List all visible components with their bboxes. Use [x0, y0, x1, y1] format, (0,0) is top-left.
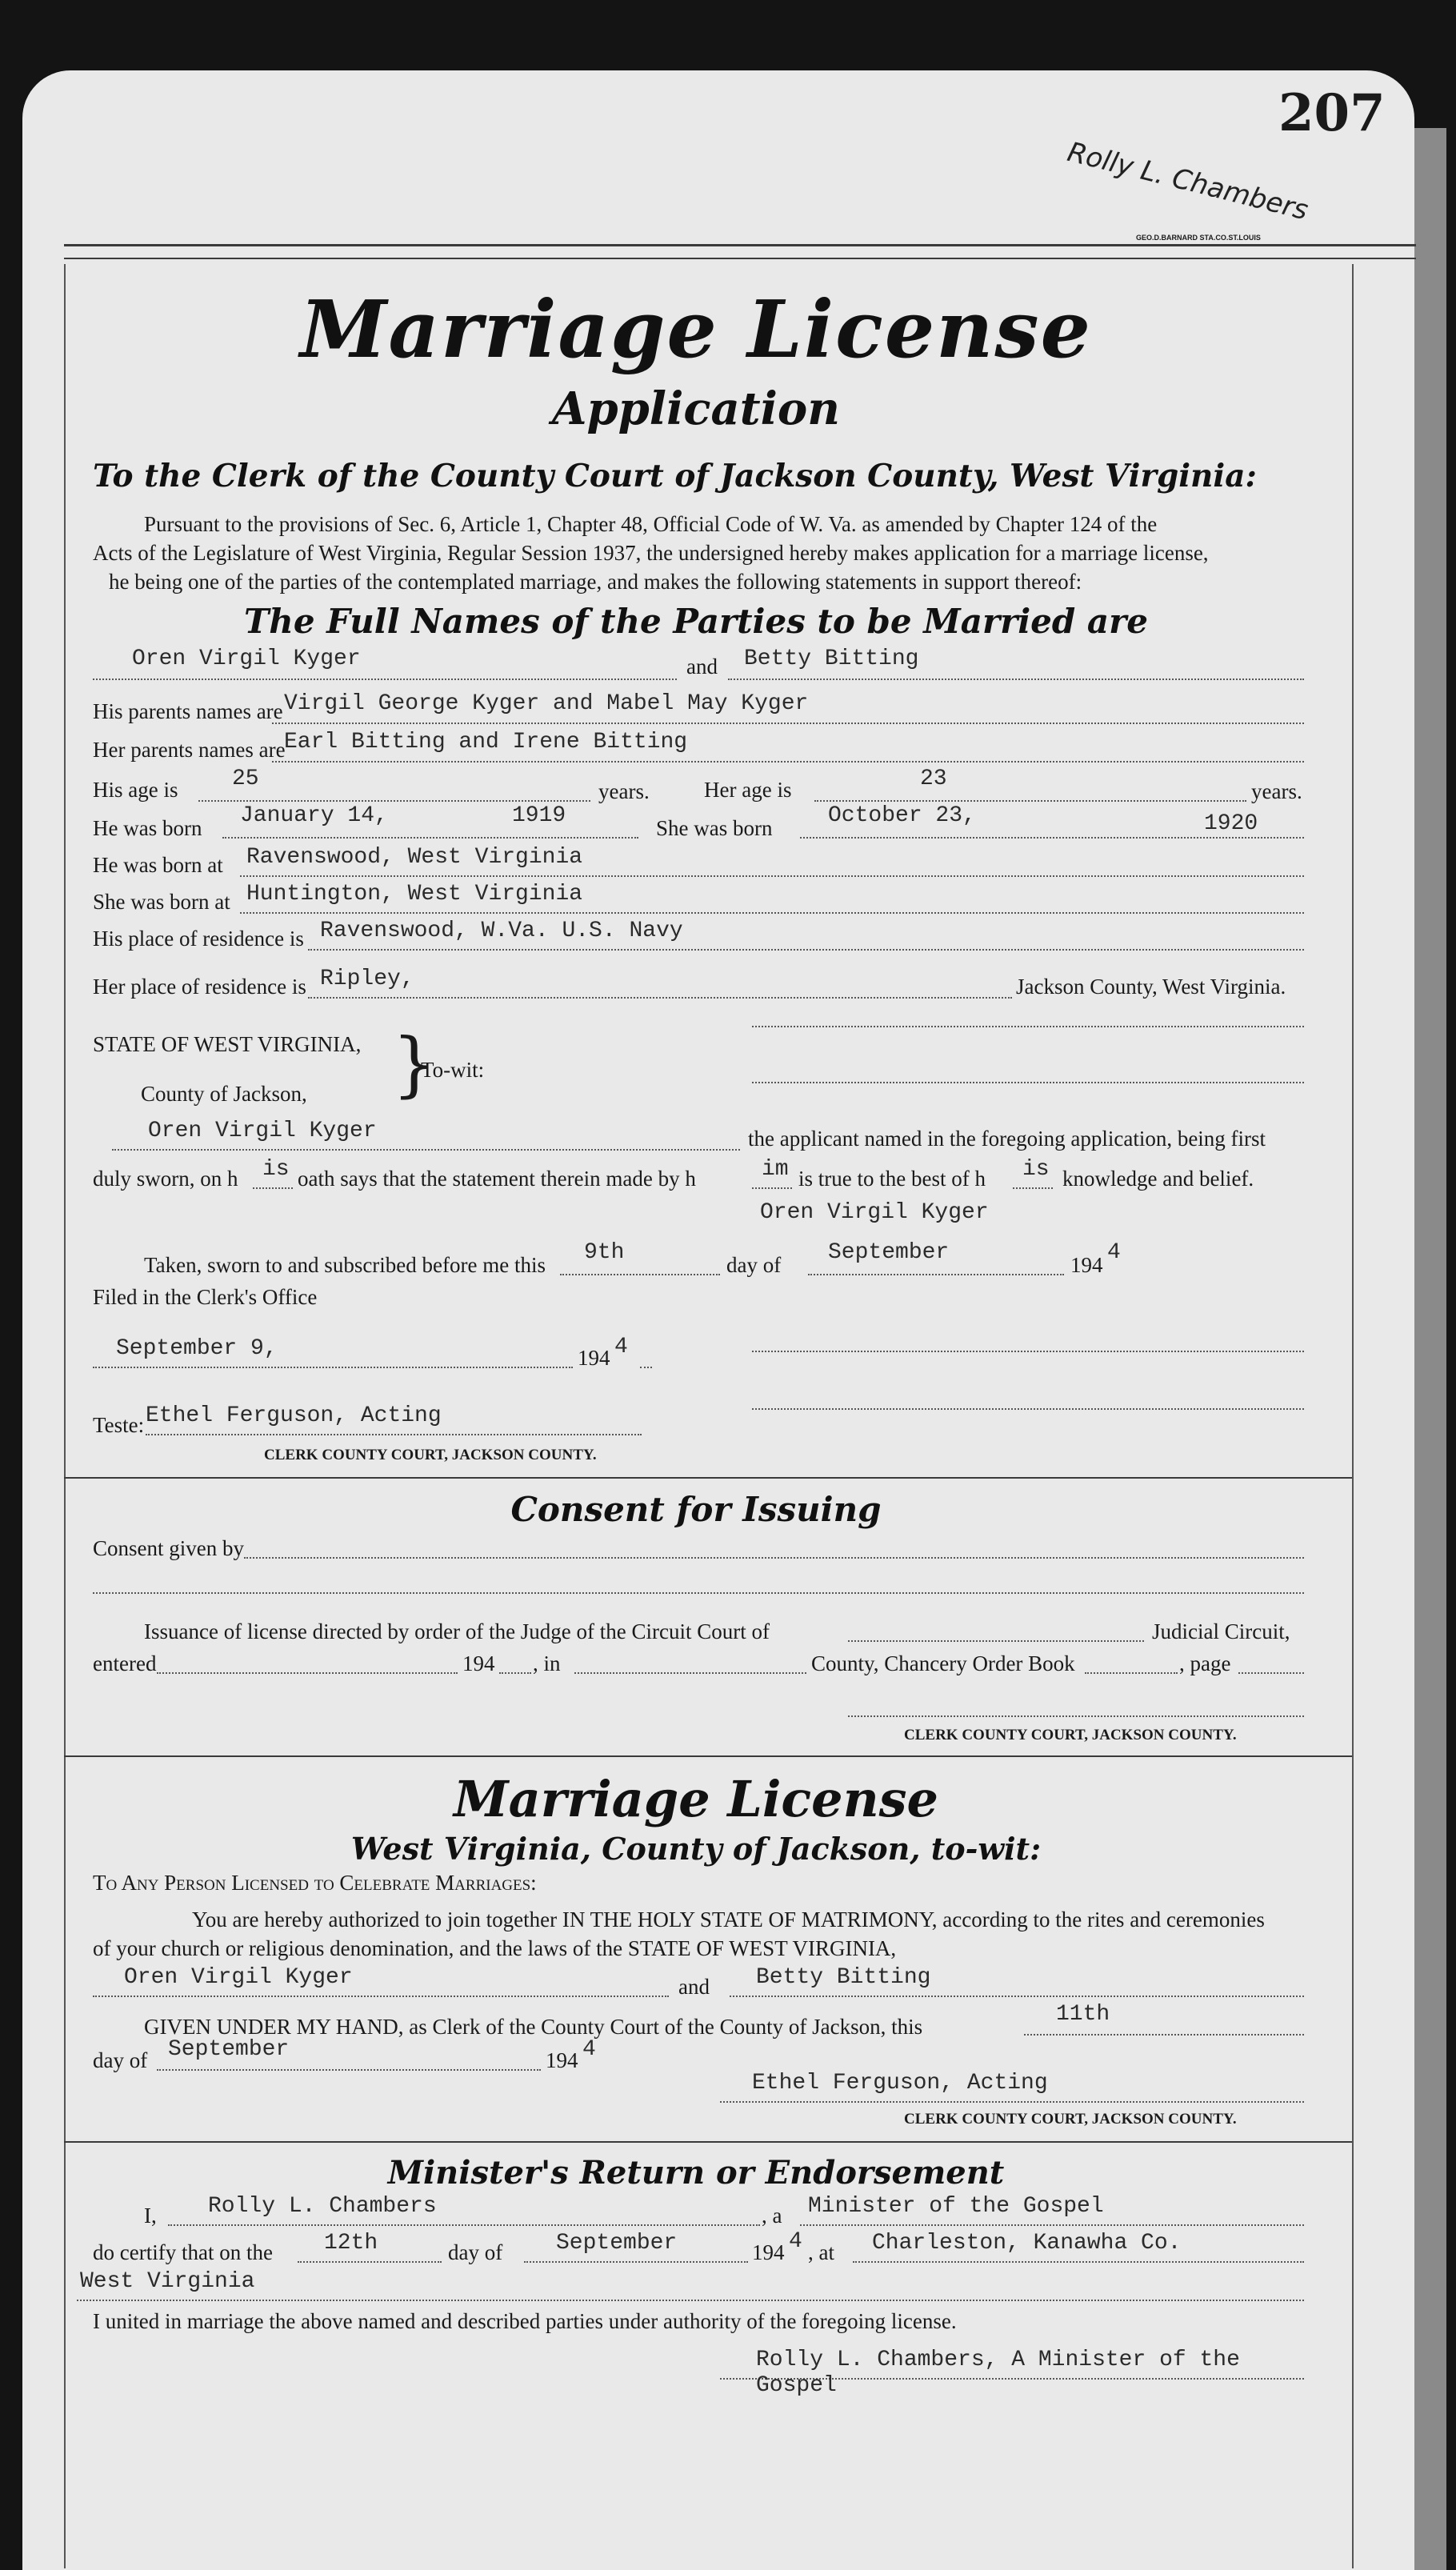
minister-united: I united in marriage the above named and described parties under authority of the foregoing license. — [93, 2309, 957, 2333]
minister-place-value: Charleston, Kanawha Co. — [872, 2231, 1182, 2256]
filed-label: Filed in the Clerk's Office — [93, 1285, 318, 1309]
filed-date-value: September 9, — [116, 1336, 278, 1361]
county-chancery-label: County, Chancery Order Book — [811, 1651, 1075, 1675]
minister-place2-value: West Virginia — [80, 2269, 255, 2294]
minister-heading: Minister's Return or Endorsement — [387, 2154, 1005, 2192]
minister-signature-2: Gospel — [756, 2373, 837, 2398]
her-age-value: 23 — [920, 767, 947, 791]
she-born-at-label: She was born at — [93, 890, 230, 914]
license-given-day: 11th — [1056, 2002, 1110, 2027]
minister-certify: do certify that on the — [93, 2240, 273, 2264]
her-parents-label: Her parents names are — [93, 738, 286, 762]
and-label: and — [686, 655, 718, 679]
parties-heading: The Full Names of the Parties to be Married are — [244, 602, 1148, 641]
his-residence-value: Ravenswood, W.Va. U.S. Navy — [320, 919, 683, 943]
oath-year-prefix: 194 — [1070, 1253, 1103, 1277]
license-clerk-caption: CLERK COUNTY COURT, JACKSON COUNTY. — [904, 2111, 1237, 2128]
his-parents-label: His parents names are — [93, 699, 283, 723]
minister-title-value: Minister of the Gospel — [808, 2194, 1104, 2219]
oath-county: County of Jackson, — [141, 1082, 307, 1106]
oath-signature: Oren Virgil Kyger — [760, 1200, 989, 1225]
oath-pronoun-3: is — [1022, 1157, 1050, 1182]
oath-taken: Taken, sworn to and subscribed before me this — [144, 1253, 546, 1277]
minister-a-label: , a — [762, 2204, 782, 2228]
license-groom-value: Oren Virgil Kyger — [124, 1965, 353, 1990]
oath-day-of: day of — [726, 1253, 782, 1277]
entered-label: entered — [93, 1651, 157, 1675]
license-day-of: day of — [93, 2048, 148, 2072]
her-age-label: Her age is — [704, 778, 792, 802]
oath-month-value: September — [828, 1240, 950, 1265]
he-born-date-value: January 14, — [240, 803, 388, 828]
license-title: Marriage License — [453, 1770, 938, 1828]
in-label: , in — [533, 1651, 561, 1675]
printer-stamp: GEO.D.BARNARD STA.CO.ST.LOUIS — [1136, 234, 1261, 242]
oath-to-wit: To-wit: — [421, 1058, 485, 1082]
groom-name-value: Oren Virgil Kyger — [132, 647, 361, 671]
minister-day-of: day of — [448, 2240, 503, 2264]
oath-is-true: is true to the best of h — [798, 1167, 986, 1191]
filed-year-prefix: 194 — [578, 1346, 610, 1370]
she-born-date-value: October 23, — [828, 803, 976, 828]
he-born-at-value: Ravenswood, West Virginia — [246, 845, 583, 870]
license-clerk-signature: Ethel Ferguson, Acting — [752, 2071, 1048, 2096]
oath-state: STATE OF WEST VIRGINIA, — [93, 1032, 362, 1056]
she-born-year-value: 1920 — [1204, 811, 1258, 836]
license-rule — [64, 1755, 1352, 1757]
oath-applicant-value: Oren Virgil Kyger — [148, 1119, 377, 1143]
his-age-label: His age is — [93, 778, 178, 802]
document-subtitle: Application — [552, 382, 840, 435]
minister-year-prefix: 194 — [752, 2240, 785, 2264]
minister-rule — [64, 2141, 1352, 2143]
addressee-line: To the Clerk of the County Court of Jackson County, West Virginia: — [93, 458, 1257, 494]
minister-month-value: September — [556, 2231, 678, 2256]
consent-clerk-caption: CLERK COUNTY COURT, JACKSON COUNTY. — [904, 1727, 1237, 1743]
issuance-label: Issuance of license directed by order of the Judge of the Circuit Court of — [144, 1619, 770, 1643]
oath-pronoun-1: is — [262, 1157, 290, 1182]
oath-duly-sworn: duly sworn, on h — [93, 1167, 238, 1191]
preamble-line-2: Acts of the Legislature of West Virginia, Regular Session 1937, the undersigned hereby makes application for a marriage license, — [93, 541, 1209, 565]
minister-i-label: I, — [144, 2204, 157, 2228]
license-subtitle: West Virginia, County of Jackson, to-wit: — [350, 1831, 1042, 1867]
county-suffix: Jackson County, West Virginia. — [1016, 975, 1286, 999]
oath-day-value: 9th — [584, 1240, 625, 1265]
teste-name-value: Ethel Ferguson, Acting — [146, 1403, 442, 1428]
license-line-2: of your church or religious denomination, and the laws of the STATE OF WEST VIRGINIA, — [93, 1936, 897, 1960]
license-bride-value: Betty Bitting — [756, 1965, 931, 1990]
teste-clerk-caption: CLERK COUNTY COURT, JACKSON COUNTY. — [264, 1447, 597, 1463]
consent-heading: Consent for Issuing — [510, 1490, 882, 1529]
page-label: , page — [1179, 1651, 1231, 1675]
minister-at-label: , at — [808, 2240, 834, 2264]
bride-name-value: Betty Bitting — [744, 647, 919, 671]
license-given: GIVEN UNDER MY HAND, as Clerk of the County Court of the County of Jackson, this — [144, 2015, 923, 2039]
she-born-at-value: Huntington, West Virginia — [246, 882, 583, 907]
preamble-line-3: he being one of the parties of the contemplated marriage, and makes the following statements in support thereof: — [109, 570, 1082, 594]
license-month-value: September — [168, 2037, 290, 2062]
minister-year-digit: 4 — [789, 2229, 802, 2254]
oath-brace: } — [392, 1023, 437, 1105]
header-rule — [64, 244, 1416, 246]
his-residence-label: His place of residence is — [93, 927, 304, 951]
document-title: Marriage License — [300, 284, 1092, 376]
minister-signature-1: Rolly L. Chambers, A Minister of the — [756, 2348, 1240, 2372]
minister-day-value: 12th — [324, 2231, 378, 2256]
license-line-1: You are hereby authorized to join together IN THE HOLY STATE OF MATRIMONY, according to the rites and ceremonies — [192, 1907, 1265, 1932]
margin-note-handwriting: Rolly L. Chambers — [1064, 136, 1312, 227]
he-born-year-value: 1919 — [512, 803, 566, 828]
oath-year-digit: 4 — [1107, 1240, 1121, 1265]
her-residence-label: Her place of residence is — [93, 975, 306, 999]
he-born-at-label: He was born at — [93, 853, 223, 877]
header-rule-2 — [64, 258, 1416, 259]
her-residence-value: Ripley, — [320, 967, 414, 991]
her-parents-value: Earl Bitting and Irene Bitting — [284, 730, 688, 755]
preamble-line-1: Pursuant to the provisions of Sec. 6, Article 1, Chapter 48, Official Code of W. Va. as amended by Chapter 124 of the — [144, 512, 1158, 536]
his-years-label: years. — [598, 779, 650, 803]
oath-text-1: the applicant named in the foregoing application, being first — [748, 1127, 1266, 1151]
his-age-value: 25 — [232, 767, 259, 791]
filed-year-digit: 4 — [614, 1335, 628, 1359]
license-year-prefix: 194 — [546, 2048, 578, 2072]
he-born-label: He was born — [93, 816, 202, 840]
page-edge-shadow — [1414, 128, 1446, 2570]
minister-name-value: Rolly L. Chambers — [208, 2194, 437, 2219]
consent-given-label: Consent given by — [93, 1536, 244, 1560]
she-born-label: She was born — [656, 816, 773, 840]
consent-rule — [64, 1477, 1352, 1479]
page-number: 207 — [1278, 83, 1386, 143]
her-years-label: years. — [1251, 779, 1302, 803]
license-to-any: To Any Person Licensed to Celebrate Marriages: — [93, 1871, 537, 1895]
license-and-label: and — [678, 1975, 710, 1999]
judicial-label: Judicial Circuit, — [1152, 1619, 1290, 1643]
oath-says: oath says that the statement therein made by h — [298, 1167, 696, 1191]
his-parents-value: Virgil George Kyger and Mabel May Kyger — [284, 691, 809, 716]
entered-year-prefix: 194 — [462, 1651, 495, 1675]
oath-knowledge: knowledge and belief. — [1062, 1167, 1254, 1191]
license-year-digit: 4 — [582, 2037, 596, 2062]
teste-label: Teste: — [93, 1413, 145, 1437]
oath-pronoun-2: im — [762, 1157, 789, 1182]
